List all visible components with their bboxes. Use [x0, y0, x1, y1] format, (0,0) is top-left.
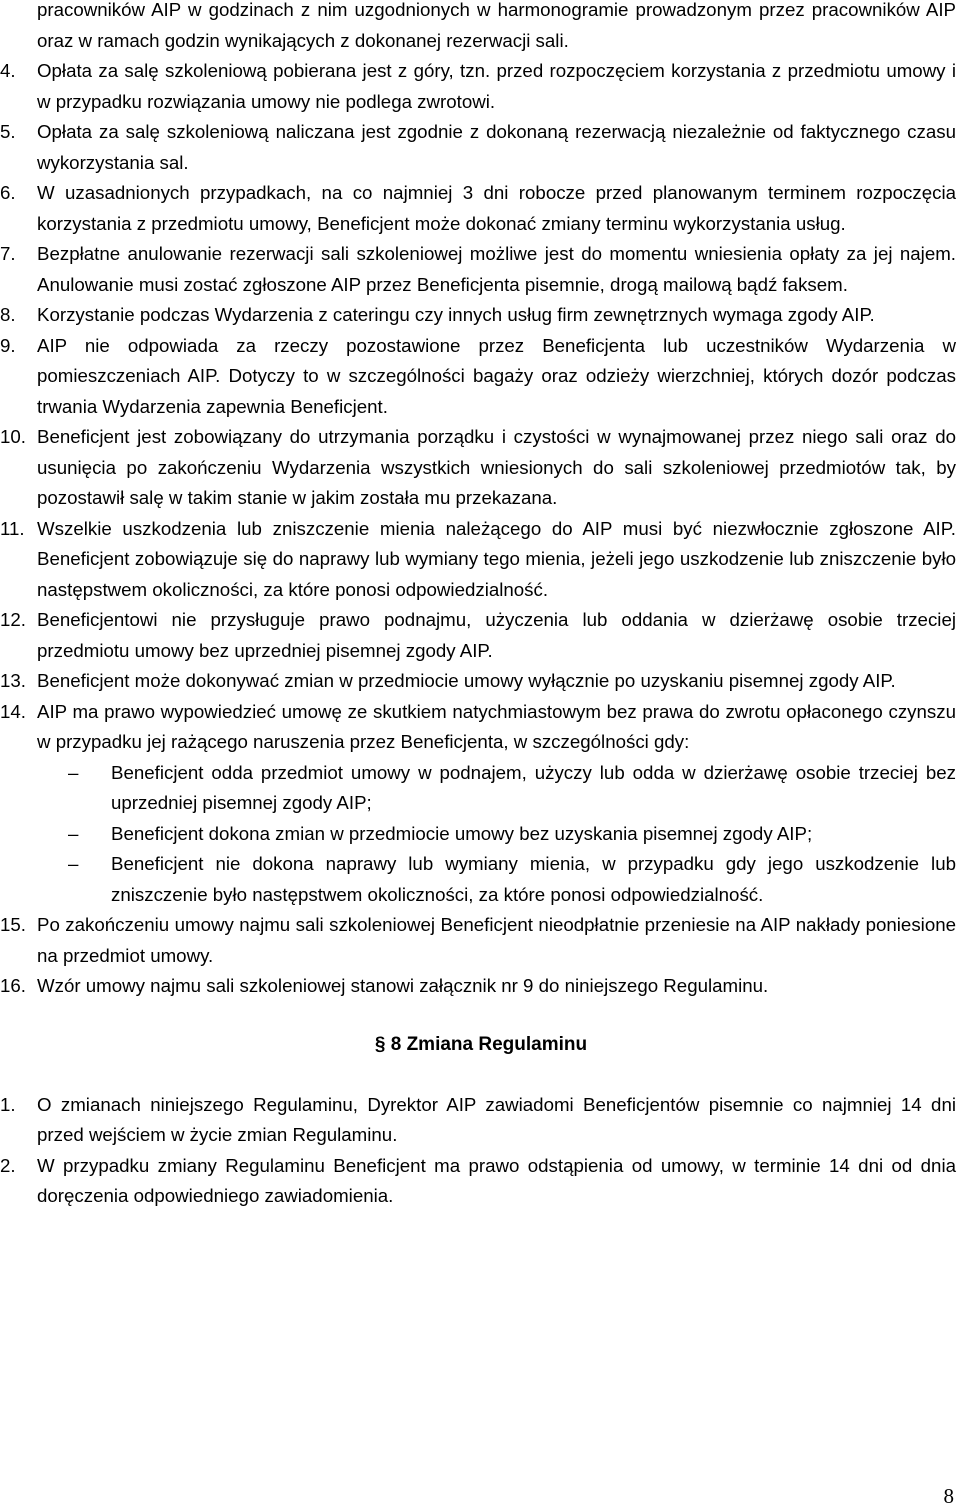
- sub-item-text: Beneficjent nie dokona naprawy lub wymiany mienia, w przypadku gdy jego uszkodzenie lub zniszczenie było następstwem okoliczności, za które ponosi odpowiedzialność.: [111, 853, 956, 905]
- item-text: W uzasadnionych przypadkach, na co najmniej 3 dni robocze przed planowanym terminem rozpoczęcia korzystania z przedmiotu umowy, Beneficjent może dokonać zmiany terminu wykorzystania usług.: [37, 182, 956, 234]
- item-text: Opłata za salę szkoleniową naliczana jest zgodnie z dokonaną rezerwacją niezależnie od faktycznego czasu wykorzystania sal.: [37, 121, 956, 173]
- sub-item-text: Beneficjent dokona zmian w przedmiocie umowy bez uzyskania pisemnej zgody AIP;: [111, 822, 813, 844]
- item-number: 6.: [0, 182, 16, 203]
- sub-list-item: [0, 819, 956, 850]
- list-item: [0, 178, 956, 239]
- item-number: 4.: [0, 60, 16, 81]
- item-number: 16.: [0, 975, 26, 996]
- list-item: [0, 910, 956, 971]
- list-item: [0, 422, 956, 514]
- list-item: [0, 605, 956, 666]
- item-number: 14.: [0, 700, 26, 722]
- item-number: 7.: [0, 243, 16, 264]
- item-text: Opłata za salę szkoleniową pobierana jest z góry, tzn. przed rozpoczęciem korzystania z przedmiotu umowy i w przypadku rozwiązania umowy nie podlega zwrotowi.: [37, 60, 956, 112]
- item-text: AIP nie odpowiada za rzeczy pozostawione przez Beneficjenta lub uczestników Wydarzenia w pomieszczeniach AIP. Dotyczy to w szczególności bagaży oraz odzieży wierzchniej, których dozór podczas trwania Wydarzenia zapewnia Beneficjent.: [37, 334, 956, 417]
- section-heading: § 8 Zmiana Regulaminu: [374, 1033, 588, 1055]
- sub-item-text: Beneficjent odda przedmiot umowy w podnajem, użyczy lub odda w dzierżawę osobie trzeciej bez uprzedniej pisemnej zgody AIP;: [111, 761, 956, 813]
- regulation-list-continued: [0, 910, 956, 1002]
- item-text: Korzystanie podczas Wydarzenia z cateringu czy innych usług firm zewnętrznych wymaga zgody AIP.: [37, 304, 875, 325]
- list-item: [0, 56, 956, 117]
- list-item: [0, 300, 956, 331]
- list-item: [0, 1090, 956, 1151]
- item-text: Beneficjent jest zobowiązany do utrzymania porządku i czystości w wynajmowanej przez niego sali oraz do usunięcia po zakończeniu Wydarzenia wszystkich wniesionych do sali szkoleniowej przedmiotów tak, by pozostawił salę w takim stanie w jakim została mu przekazana.: [37, 426, 956, 508]
- item-text: Beneficjentowi nie przysługuje prawo podnajmu, użyczenia lub oddania w dzierżawę osobie trzeciej przedmiotu umowy bez uprzedniej pisemnej zgody AIP.: [37, 609, 956, 661]
- item-text: Wzór umowy najmu sali szkoleniowej stanowi załącznik nr 9 do niniejszego Regulaminu.: [37, 975, 769, 996]
- list-item: [0, 666, 956, 697]
- sub-list-item: [0, 758, 956, 819]
- item-number: 9.: [0, 334, 16, 356]
- list-item: [0, 971, 956, 1002]
- item-number: 8.: [0, 304, 16, 325]
- item-text: AIP ma prawo wypowiedzieć umowę ze skutkiem natychmiastowym bez prawa do zwrotu opłaconego czynszu w przypadku jej rażącego naruszenia przez Beneficjenta, w szczególności gdy:: [37, 700, 956, 752]
- item-number: 12.: [0, 609, 26, 630]
- item-number: 2.: [0, 1154, 16, 1176]
- list-item: [0, 697, 956, 758]
- list-item: [0, 331, 956, 423]
- dash-bullet: –: [68, 853, 79, 874]
- dash-bullet: –: [68, 822, 79, 844]
- item-text: W przypadku zmiany Regulaminu Beneficjent ma prawo odstąpienia od umowy, w terminie 14 dni od dnia doręczenia odpowiedniego zawiadomienia.: [37, 1154, 956, 1206]
- item-text: Po zakończeniu umowy najmu sali szkoleniowej Beneficjent nieodpłatnie przeniesie na AIP nakłady poniesione na przedmiot umowy.: [37, 914, 956, 966]
- item-number: 13.: [0, 670, 26, 691]
- list-item: [0, 514, 956, 606]
- page-number: 8: [943, 1484, 954, 1508]
- item-number: 15.: [0, 914, 26, 935]
- regulation-list: [0, 56, 956, 758]
- item-number: 10.: [0, 426, 26, 447]
- item-number: 11.: [0, 517, 25, 539]
- paragraph-continuation: pracowników AIP w godzinach z nim uzgodnionych w harmonogramie prowadzonym przez pracowników AIP oraz w ramach godzin wynikających z dokonanej rezerwacji sali.: [37, 0, 956, 51]
- sub-list-item: [0, 849, 956, 910]
- item-text: Beneficjent może dokonywać zmian w przedmiocie umowy wyłącznie po uzyskaniu pisemnej zgody AIP.: [37, 670, 896, 691]
- section-8-list: [0, 1090, 956, 1212]
- list-item: [0, 1151, 956, 1212]
- item-text: O zmianach niniejszego Regulaminu, Dyrektor AIP zawiadomi Beneficjentów pisemnie co najmniej 14 dni przed wejściem w życie zmian Regulaminu.: [37, 1093, 956, 1145]
- item-text: Wszelkie uszkodzenia lub zniszczenie mienia należącego do AIP musi być niezwłocznie zgłoszone AIP. Beneficjent zobowiązuje się do naprawy lub wymiany tego mienia, jeżeli jego uszkodzenie lub zniszczenie było następstwem okoliczności, za które ponosi odpowiedzialność.: [37, 517, 956, 600]
- item-number: 1.: [0, 1093, 16, 1115]
- list-item: [0, 239, 956, 300]
- dash-bullet: –: [68, 761, 79, 783]
- item-text: Bezpłatne anulowanie rezerwacji sali szkoleniowej możliwe jest do momentu wniesienia opłaty za jej najem. Anulowanie musi zostać zgłoszone AIP przez Beneficjenta pisemnie, drogą mailową bądź faksem.: [37, 243, 956, 295]
- termination-conditions-list: [0, 758, 956, 911]
- list-item: [0, 117, 956, 178]
- item-number: 5.: [0, 121, 16, 142]
